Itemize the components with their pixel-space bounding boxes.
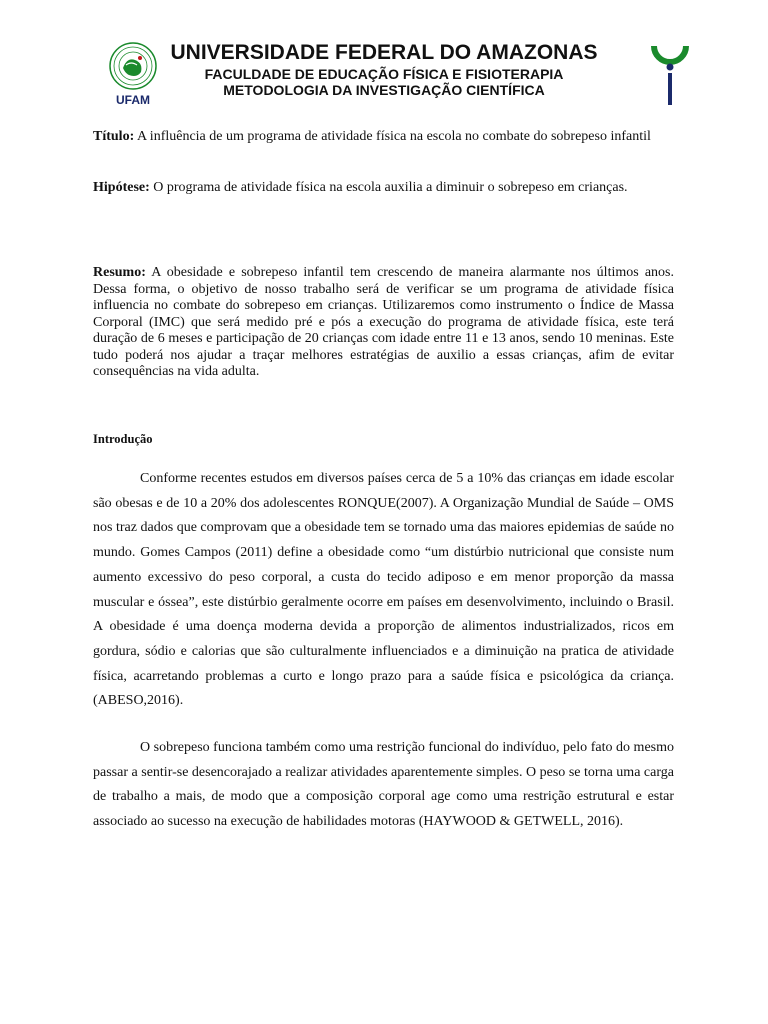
header-titles bbox=[140, 40, 628, 98]
resumo-block bbox=[93, 265, 674, 381]
faculty-name: FACULDADE DE EDUCAÇÃO FÍSICA E FISIOTERAPIA bbox=[204, 66, 564, 82]
faculty-logo bbox=[648, 40, 692, 108]
ufam-logo-text: UFAM bbox=[116, 93, 150, 107]
titulo-text: A influência de um programa de atividade física na escola no combate do sobrepeso infantil bbox=[134, 129, 651, 144]
resumo-label: Resumo: bbox=[93, 265, 146, 280]
document-header bbox=[0, 0, 768, 112]
titulo-block bbox=[93, 129, 674, 146]
hipotese-block bbox=[93, 180, 674, 197]
resumo-text: A obesidade e sobrepeso infantil tem crescendo de maneira alarmante nos últimos anos. Dessa forma, o objetivo de nosso trabalho será de verificar se um programa de atividade física influencia no combate do sobrepeso em crianças. Utilizaremos como instrumento o Índice de Massa Corporal (IMC) que será medido pré e pós a execução do programa de atividade física, este terá duração de 6 meses e participação de 20 crianças com idade entre 11 e 13 anos, sendo 10 meninas. Este tudo poderá nos ajudar a traçar melhores estratégias de auxilio a essas crianças, afim de evitar consequências na vida adulta. bbox=[93, 265, 674, 379]
introducao-heading: Introdução bbox=[93, 432, 153, 446]
hipotese-text: O programa de atividade física na escola auxilia a diminuir o sobrepeso em crianças. bbox=[149, 180, 628, 195]
course-name: METODOLOGIA DA INVESTIGAÇÃO CIENTÍFICA bbox=[223, 82, 545, 98]
introducao-paragraph-2: O sobrepeso funciona também como uma restrição funcional do indivíduo, pelo fato do mesmo passar a sentir-se desencorajado a realizar atividades aparentemente simples. O peso se torna uma carga de trabalho a mais, de modo que a composição corporal age como uma restrição estrutural e estar associado ao sucesso na execução de habilidades motoras (HAYWOOD & GETWELL, 2016). bbox=[93, 740, 674, 830]
university-name: UNIVERSIDADE FEDERAL DO AMAZONAS bbox=[170, 41, 598, 64]
hipotese-label: Hipótese: bbox=[93, 180, 150, 195]
introducao-paragraph-1: Conforme recentes estudos em diversos países cerca de 5 a 10% das crianças em idade escolar são obesas e de 10 a 20% dos adolescentes RONQUE(2007). A Organização Mundial de Saúde – OMS nos traz dados que comprovam que a obesidade tem se tornado uma das maiores epidemias de saúde no mundo. Gomes Campos (2011) define a obesidade como “um distúrbio nutricional que consiste num aumento excessivo do peso corporal, a custa do tecido adiposo e em menor proporção da massa muscular e óssea”, este distúrbio geralmente ocorre em países em desenvolvimento, incluindo o Brasil. A obesidade é uma doença moderna devida a proporção de alimentos industrializados, ricos em gordura, sódio e calorias que são culturalmente influenciados e a diminuição na pratica de atividade física, acarretando problemas a curto e longo prazo para a saúde física e psicológica da criança. (ABESO,2016). bbox=[93, 471, 674, 709]
titulo-label: Título: bbox=[93, 129, 135, 144]
